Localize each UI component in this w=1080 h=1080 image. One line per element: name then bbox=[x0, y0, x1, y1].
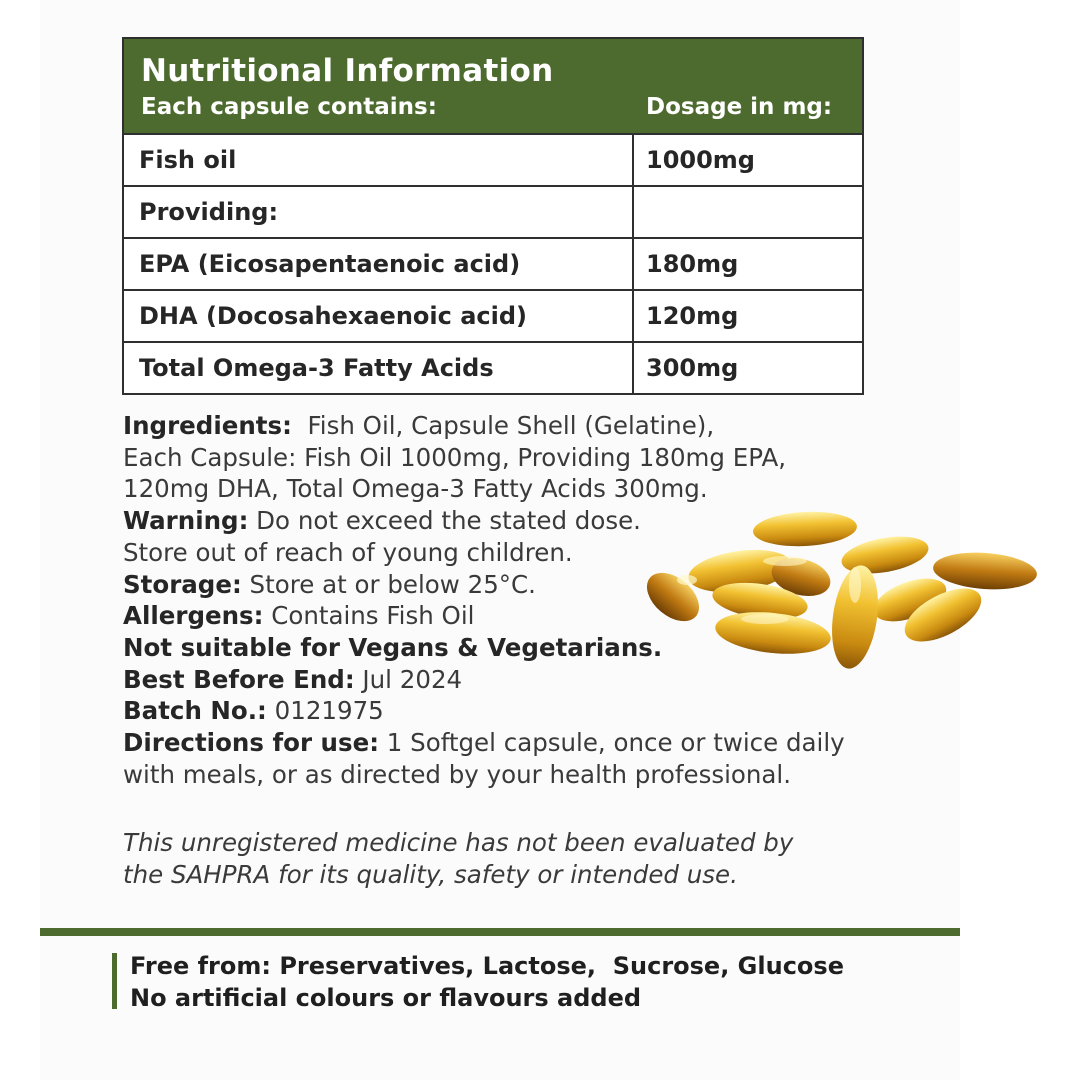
nutrition-table-header bbox=[124, 39, 862, 133]
nutrient-name: Providing: bbox=[124, 187, 634, 237]
nutrition-subtitle: Each capsule contains: bbox=[141, 94, 437, 120]
table-row bbox=[124, 237, 862, 289]
table-row bbox=[124, 341, 862, 393]
section-divider bbox=[40, 928, 960, 936]
table-row bbox=[124, 133, 862, 185]
accent-bar bbox=[112, 953, 117, 1009]
directions-label: Directions for use: bbox=[123, 728, 379, 758]
storage-text: Store at or below 25°C. bbox=[241, 569, 536, 599]
nutrient-value bbox=[634, 187, 862, 237]
warning-label: Warning: bbox=[123, 506, 249, 536]
free-from-line: Free from: Preservatives, Lactose, Sucrose, Glucose bbox=[130, 952, 844, 980]
batch-line bbox=[123, 695, 923, 727]
directions-line: with meals, or as directed by your health professional. bbox=[123, 759, 792, 789]
ingredients-line: 120mg DHA, Total Omega-3 Fatty Acids 300mg. bbox=[123, 474, 708, 504]
nutrient-value: 120mg bbox=[646, 302, 739, 330]
nutrient-name: DHA (Docosahexaenoic acid) bbox=[124, 291, 634, 341]
ingredients-line: Each Capsule: Fish Oil 1000mg, Providing 180mg EPA, bbox=[123, 442, 786, 472]
storage-label: Storage: bbox=[123, 569, 242, 599]
best-before-text: Jul 2024 bbox=[354, 664, 463, 694]
batch-label: Batch No.: bbox=[123, 696, 267, 726]
best-before-label: Best Before End: bbox=[123, 664, 355, 694]
allergens-text: Contains Fish Oil bbox=[263, 601, 475, 631]
nutrition-title: Nutritional Information bbox=[141, 53, 554, 89]
free-from-notice bbox=[130, 950, 844, 1014]
nutrient-value: 300mg bbox=[646, 354, 739, 382]
disclaimer-line: the SAHPRA for its quality, safety or intended use. bbox=[123, 859, 738, 889]
ingredients-label: Ingredients: bbox=[123, 411, 292, 440]
nutrition-table bbox=[122, 37, 864, 395]
directions-line bbox=[123, 727, 923, 759]
no-artificial-line: No artificial colours or flavours added bbox=[130, 984, 642, 1012]
table-row bbox=[124, 185, 862, 237]
nutrient-value: 1000mg bbox=[646, 146, 755, 174]
allergens-label: Allergens: bbox=[123, 601, 264, 631]
ingredients-text: Fish Oil, Capsule Shell (Gelatine), bbox=[291, 411, 715, 440]
table-row bbox=[124, 289, 862, 341]
nutrient-name: EPA (Eicosapentaenoic acid) bbox=[124, 239, 634, 289]
sahpra-disclaimer bbox=[123, 827, 923, 890]
dosage-header: Dosage in mg: bbox=[646, 94, 833, 120]
nutrient-value: 180mg bbox=[646, 250, 739, 278]
warning-text: Do not exceed the stated dose. bbox=[248, 506, 641, 536]
vegan-notice: Not suitable for Vegans & Vegetarians. bbox=[123, 632, 663, 662]
batch-text: 0121975 bbox=[266, 696, 384, 726]
directions-text: 1 Softgel capsule, once or twice daily bbox=[379, 728, 845, 758]
nutrient-name: Fish oil bbox=[124, 135, 634, 185]
ingredients-line bbox=[123, 410, 923, 442]
nutrient-name: Total Omega-3 Fatty Acids bbox=[124, 343, 634, 393]
fish-oil-capsules-icon bbox=[625, 505, 1045, 685]
disclaimer-line: This unregistered medicine has not been evaluated by bbox=[123, 828, 794, 857]
warning-line: Store out of reach of young children. bbox=[123, 537, 573, 567]
